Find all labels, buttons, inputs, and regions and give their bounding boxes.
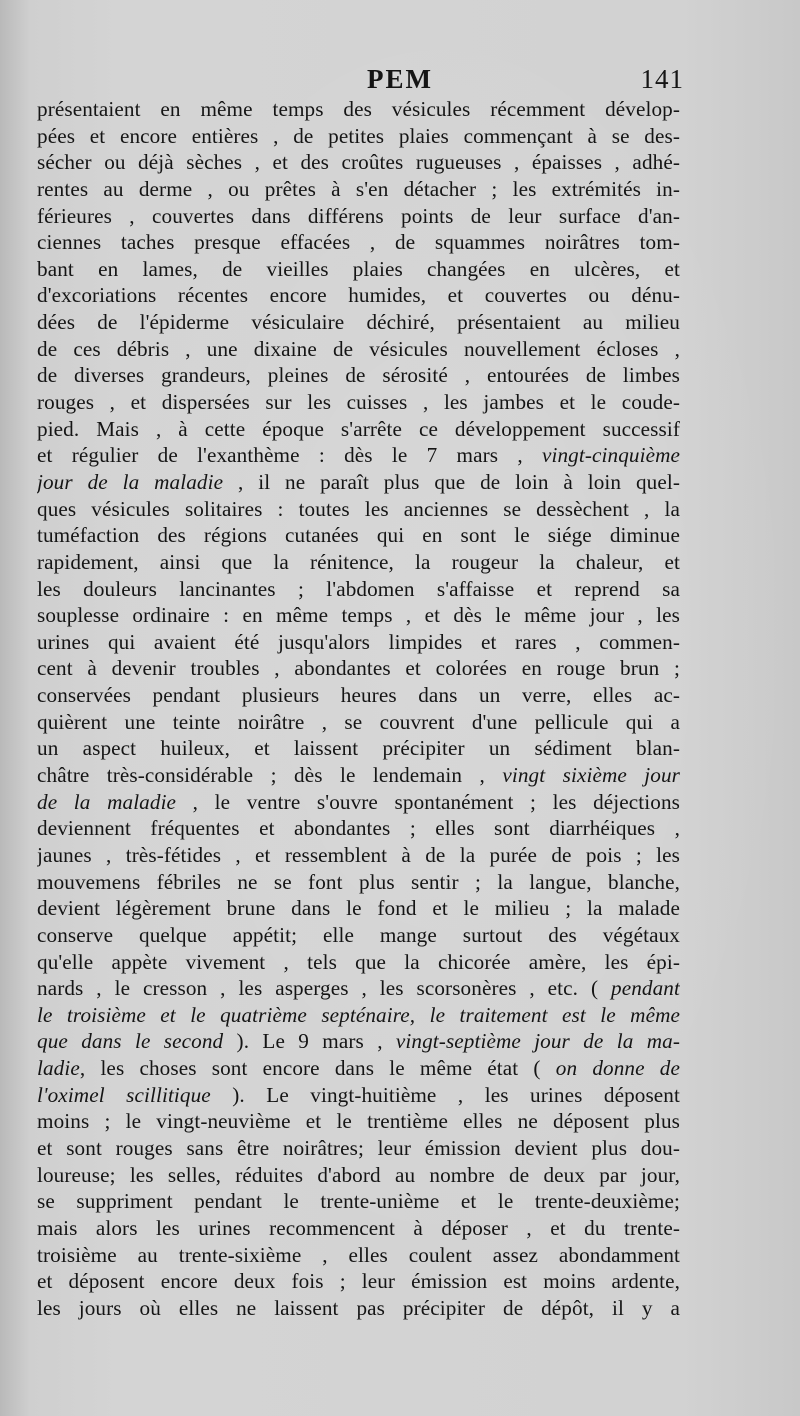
text-line [37, 1215, 680, 1242]
italic-text-segment: l'oximel scillitique [37, 1082, 211, 1107]
italic-text-segment: jour de la maladie [37, 469, 224, 494]
italic-text-segment: vingt-cinquième [542, 443, 680, 468]
text-line [37, 629, 680, 656]
text-line [37, 336, 680, 363]
text-segment: urines qui avaient été jusqu'alors limpides et rares , commen- [37, 629, 680, 654]
text-segment: deviennent fréquentes et abondantes ; elles sont diarrhéiques , [37, 816, 680, 841]
running-head: PEM [367, 64, 433, 94]
text-segment: présentaient en même temps des vésicules récemment dévelop- [37, 97, 680, 121]
text-line [37, 1295, 680, 1322]
text-segment: d'excoriations récentes encore humides, et couvertes ou dénu- [37, 283, 680, 308]
text-line [37, 256, 680, 283]
text-segment: jaunes , très-fétides , et ressemblent à de la purée de pois ; les [37, 842, 680, 867]
text-segment: pées et encore entières , de petites plaies commençant à se des- [37, 123, 680, 148]
text-line [37, 389, 680, 416]
text-line [37, 576, 680, 603]
text-line [37, 469, 680, 496]
italic-text-segment: pendant [611, 976, 680, 1001]
text-line [37, 1162, 680, 1189]
text-line [37, 735, 680, 762]
italic-text-segment: le troisième et le quatrième septénaire, le traitement est le même [37, 1002, 680, 1027]
text-segment: troisième au trente-sixième , elles coulent assez abondamment [37, 1242, 680, 1267]
text-segment: les jours où elles ne laissent pas précipiter de dépôt, il y a [37, 1295, 680, 1320]
text-line [37, 282, 680, 309]
text-segment: nards , le cresson , les asperges , les scorsonères , etc. ( [37, 976, 612, 1001]
text-line [37, 203, 680, 230]
italic-text-segment: de la maladie [37, 789, 177, 814]
text-segment: quièrent une teinte noirâtre , se couvrent d'une pellicule qui a [37, 709, 680, 734]
text-segment: conservées pendant plusieurs heures dans un verre, elles ac- [37, 683, 680, 708]
text-segment: châtre très-considérable ; dès le lendemain , [37, 763, 503, 788]
text-line [37, 176, 680, 203]
text-segment: dées de l'épiderme vésiculaire déchiré, présentaient au milieu [37, 310, 680, 335]
text-segment: et sont rouges sans être noirâtres; leur émission devient plus dou- [37, 1135, 680, 1160]
page-number: 141 [640, 64, 684, 94]
text-segment: pied. Mais , à cette époque s'arrête ce développement successif [37, 416, 680, 441]
text-segment: rouges , et dispersées sur les cuisses , les jambes et le coude- [37, 390, 680, 415]
text-line [37, 655, 680, 682]
text-line [37, 602, 680, 629]
text-segment: ques vésicules solitaires : toutes les anciennes se dessèchent , la [37, 496, 680, 521]
text-line [37, 869, 680, 896]
text-line [37, 1188, 680, 1215]
text-segment: les douleurs lancinantes ; l'abdomen s'affaisse et reprend sa [37, 576, 680, 601]
text-segment: , il ne paraît plus que de loin à loin quel- [223, 469, 680, 494]
text-segment: loureuse; les selles, réduites d'abord au nombre de deux par jour, [37, 1162, 680, 1187]
text-segment: rentes au derme , ou prêtes à s'en détacher ; les extrémités in- [37, 176, 680, 201]
text-segment: un aspect huileux, et laissent précipiter un sédiment blan- [37, 736, 680, 761]
text-segment: et déposent encore deux fois ; leur émission est moins ardente, [37, 1269, 680, 1294]
text-line [37, 1268, 680, 1295]
text-segment: , les choses sont encore dans le même état ( [79, 1056, 556, 1081]
text-line [37, 149, 680, 176]
text-line [37, 1135, 680, 1162]
text-line [37, 442, 680, 469]
italic-text-segment: que dans le second [37, 1029, 224, 1054]
text-line [37, 895, 680, 922]
text-line [37, 522, 680, 549]
text-line [37, 815, 680, 842]
text-segment: sécher ou déjà sèches , et des croûtes rugueuses , épaisses , adhé- [37, 150, 680, 175]
text-segment: ). Le 9 mars , [223, 1029, 396, 1054]
text-line [37, 1082, 680, 1109]
text-segment: bant en lames, de vieilles plaies changées en ulcères, et [37, 256, 680, 281]
text-segment: qu'elle appète vivement , tels que la chicorée amère, les épi- [37, 949, 680, 974]
text-line [37, 789, 680, 816]
text-segment: ciennes taches presque effacées , de squammes noirâtres tom- [37, 230, 680, 255]
text-line [37, 762, 680, 789]
text-line [37, 496, 680, 523]
italic-text-segment: on donne de [555, 1056, 680, 1081]
text-line [37, 123, 680, 150]
text-line [37, 1002, 680, 1029]
text-segment: mouvemens fébriles ne se font plus sentir ; la langue, blanche, [37, 869, 680, 894]
text-segment: moins ; le vingt-neuvième et le trentième elles ne déposent plus [37, 1109, 680, 1134]
text-line [37, 709, 680, 736]
text-line [37, 309, 680, 336]
text-line [37, 362, 680, 389]
text-segment: , le ventre s'ouvre spontanément ; les déjections [176, 789, 680, 814]
text-line [37, 949, 680, 976]
text-segment: et régulier de l'exanthème : dès le 7 mars , [37, 443, 542, 468]
text-segment: cent à devenir troubles , abondantes et colorées en rouge brun ; [37, 656, 680, 681]
text-segment: devient légèrement brune dans le fond et le milieu ; la malade [37, 896, 680, 921]
text-segment: de ces débris , une dixaine de vésicules nouvellement écloses , [37, 336, 680, 361]
text-line [37, 975, 680, 1002]
text-line [37, 1055, 680, 1082]
text-segment: férieures , couvertes dans différens points de leur surface d'an- [37, 203, 680, 228]
page-header [0, 60, 800, 100]
text-line [37, 229, 680, 256]
text-line [37, 682, 680, 709]
text-line [37, 1108, 680, 1135]
text-segment: de diverses grandeurs, pleines de sérosité , entourées de limbes [37, 363, 680, 388]
text-segment: souplesse ordinaire : en même temps , et dès le même jour , les [37, 603, 680, 628]
text-line [37, 842, 680, 869]
text-segment: ). Le vingt-huitième , les urines déposent [210, 1082, 680, 1107]
text-line [37, 416, 680, 443]
italic-text-segment: ladie [37, 1056, 80, 1081]
text-segment: se suppriment pendant le trente-unième et le trente-deuxième; [37, 1189, 680, 1214]
text-segment: conserve quelque appétit; elle mange surtout des végétaux [37, 922, 680, 947]
text-line [37, 96, 680, 123]
text-line [37, 1028, 680, 1055]
italic-text-segment: vingt-septième jour de la ma- [395, 1029, 680, 1054]
text-segment: tuméfaction des régions cutanées qui en sont le siége diminue [37, 523, 680, 548]
text-segment: rapidement, ainsi que la rénitence, la rougeur la chaleur, et [37, 549, 680, 574]
text-line [37, 549, 680, 576]
text-line [37, 1242, 680, 1269]
text-line [37, 922, 680, 949]
italic-text-segment: vingt sixième jour [502, 763, 680, 788]
text-segment: mais alors les urines recommencent à déposer , et du trente- [37, 1215, 680, 1240]
body-text [37, 96, 680, 1321]
